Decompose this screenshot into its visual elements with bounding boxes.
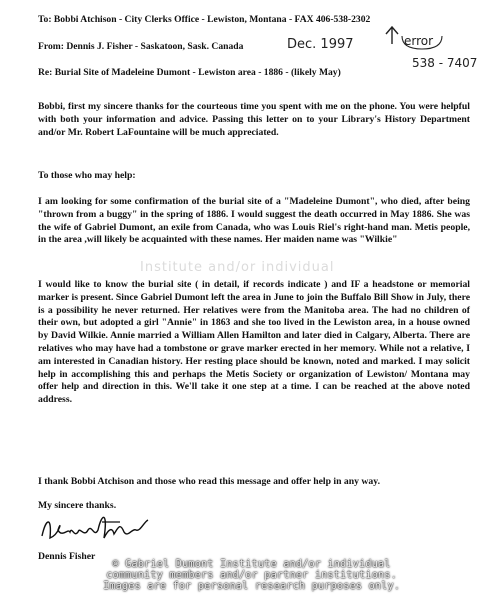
- paragraph-closing-thanks: I thank Bobbi Atchison and those who read this message and offer help in any way.: [38, 476, 381, 487]
- handwritten-signature: [38, 508, 158, 548]
- to-line: To: Bobbi Atchison - City Clerks Office - Lewiston, Montana - FAX 406-538-2302: [38, 14, 371, 25]
- from-date: Dec. 1997: [287, 37, 354, 52]
- fax-correction: 538 - 7407: [412, 56, 478, 70]
- from-line: From: Dennis J. Fisher - Saskatoon, Sask. Canada: [38, 41, 244, 52]
- closing-line: My sincere thanks.: [38, 500, 117, 511]
- paragraph-thanks: Bobbi, first my sincere thanks for the courteous time you spent with me on the phone. You were helpful with both your information and advice. Passing this letter on to your Library's History Department and/or Mr. Robert LaFountaine will be much appreciated.: [38, 101, 470, 138]
- copyright-watermark-line-2: community members and/or partner institutions.: [106, 569, 397, 581]
- re-line: Re: Burial Site of Madeleine Dumont - Lewiston area - 1886 - (likely May): [38, 67, 341, 78]
- error-note: error: [404, 34, 434, 48]
- copyright-watermark-line-1: © Gabriel Dumont Institute and/or individual: [112, 558, 391, 570]
- paragraph-salutation: To those who may help:: [38, 170, 136, 181]
- signer-name: Dennis Fisher: [38, 551, 96, 562]
- paragraph-request: I am looking for some confirmation of the burial site of a "Madeleine Dumont", who died, after being "thrown from a buggy" in the spring of 1886. I would suggest the death occurred in May 1886. She was the wife of Gabriel Dumont, an exile from Canada, who was Louis Riel's right-hand man. Metis people, in the area ,will likely be acquainted with these names. Her maiden name was "Wilkie": [38, 196, 470, 246]
- error-circle-icon: [398, 30, 446, 52]
- paragraph-details: I would like to know the burial site ( in detail, if records indicate ) and IF a headstone or memorial marker is present. Since Gabriel Dumont left the area in June to join the Buffalo Bill Show in July, there is a possibility he never returned. Her relatives were from the Manitoba area. The had no children of their own, but adopted a girl "Annie" in 1863 and she too lived in the Lewiston area, in a house owned by David Wilkie. Annie married a William Allen Hamilton and later died in Calgary, Alberta. There are relatives who may have had a tombstone or grave marker erected in her memory. While not a relative, I am interested in Canadian history. Her resting place should be known, noted and marked. I may solicit help in accomplishing this and perhaps the Metis Society or organization of Lewiston/ Montana may offer help and direction in this. We'll take it one step at a time. I can be reached at the above noted address.: [38, 279, 470, 406]
- copyright-watermark-line-3: Images are for personal research purposes only.: [102, 580, 401, 592]
- faint-watermark: Institute and/or individual: [140, 260, 335, 275]
